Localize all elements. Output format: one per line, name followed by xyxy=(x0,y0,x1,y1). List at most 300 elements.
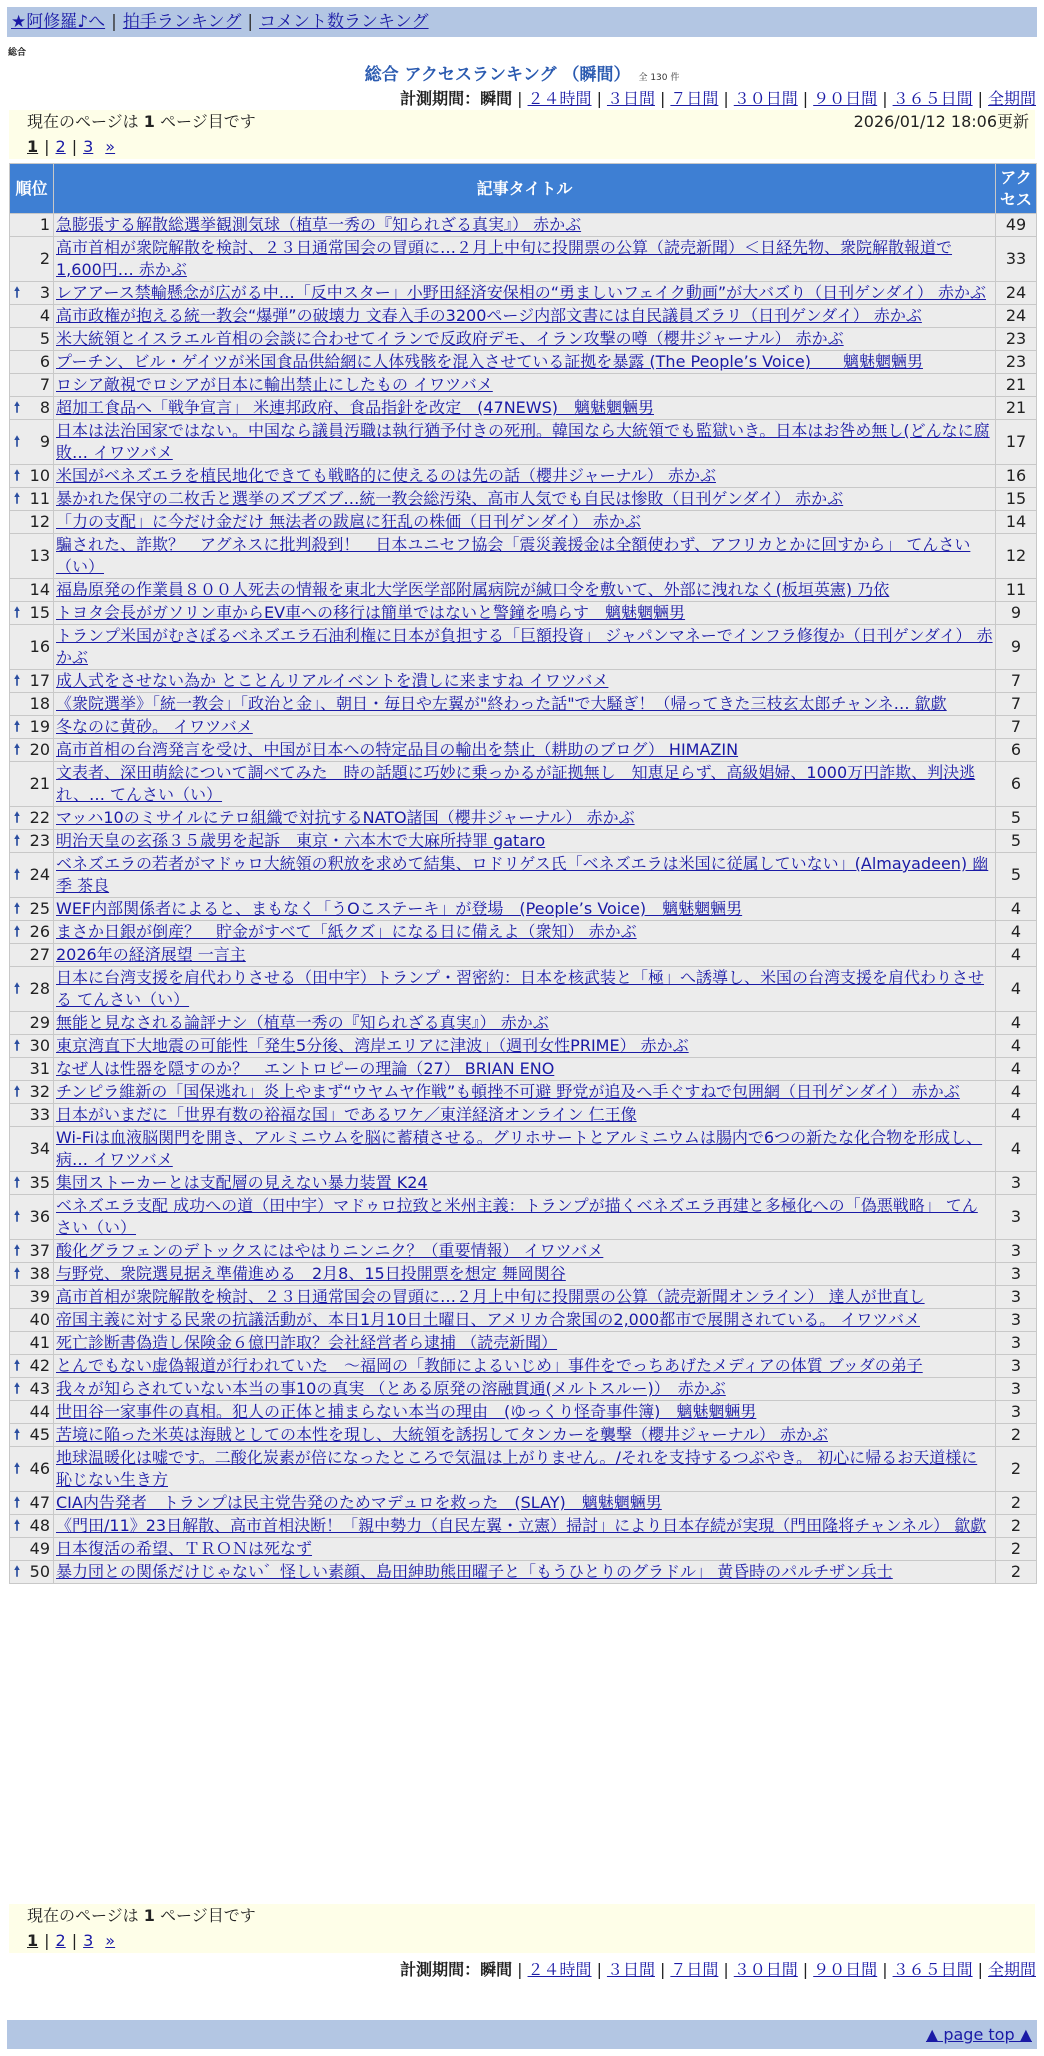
period-current: 瞬間 xyxy=(480,89,513,108)
pager-status-row xyxy=(9,110,1035,134)
pager-page-link[interactable]: 3 xyxy=(83,1931,94,1950)
article-title-link[interactable]: 急膨張する解散総選挙観測気球（植草一秀の『知られざる真実』） 赤かぶ xyxy=(56,215,582,234)
article-title-link[interactable]: 苦境に陥った米英は海賊としての本性を現し、大統領を誘拐してタンカーを襲撃（櫻井ジャーナル） 赤かぶ xyxy=(56,1425,828,1444)
period-separator: | xyxy=(723,1960,729,1979)
rank-cell xyxy=(10,488,54,511)
article-title-link[interactable]: ロシア敵視でロシアが日本に輸出禁止にしたもの イワツバメ xyxy=(56,375,493,394)
access-count: 21 xyxy=(996,397,1037,420)
rank-cell xyxy=(10,921,54,944)
period-selector-top xyxy=(400,86,1036,109)
rank-number: 50 xyxy=(29,1562,50,1581)
article-title-link[interactable]: 《門田/11》23日解散、高市首相決断！「親中勢力（自民左翼・立憲）掃討」により日本存続が実現（門田隆将チャンネル） 歙歔 xyxy=(56,1516,987,1535)
arrow-up-icon: 🠕 xyxy=(14,924,21,940)
access-count: 6 xyxy=(996,762,1037,807)
rank-number: 3 xyxy=(39,283,50,302)
access-count: 5 xyxy=(996,853,1037,898)
article-title-link[interactable]: 福島原発の作業員８００人死去の情報を東北大学医学部附属病院が緘口令を敷いて、外部に洩れなく(板垣英憲) 乃依 xyxy=(56,580,890,599)
title-cell xyxy=(54,739,996,762)
period-separator: | xyxy=(802,1960,809,1979)
access-count: 7 xyxy=(996,670,1037,693)
title-cell xyxy=(54,762,996,807)
article-title-link[interactable]: なぜ人は性器を隠すのか？ エントロピーの理論（27） BRIAN ENO xyxy=(56,1059,555,1078)
table-row xyxy=(10,670,1037,693)
access-count: 6 xyxy=(996,739,1037,762)
access-count: 9 xyxy=(996,625,1037,670)
rank-cell xyxy=(10,762,54,807)
period-separator: | xyxy=(659,1960,666,1979)
access-count: 5 xyxy=(996,830,1037,853)
rank-cell xyxy=(10,693,54,716)
access-count: 4 xyxy=(996,1058,1037,1081)
rank-cell xyxy=(10,214,54,237)
article-title-link[interactable]: 高市首相が衆院解散を検討、２３日通常国会の冒頭に…２月上中旬に投開票の公算（読売新聞）＜日経先物、衆院解散報道で1,600円… 赤かぶ xyxy=(56,238,953,279)
pager-status-text: ページ目です xyxy=(154,112,256,131)
rank-number: 47 xyxy=(29,1493,50,1512)
title-cell xyxy=(54,1240,996,1263)
rank-number: 19 xyxy=(29,717,50,736)
title-cell xyxy=(54,1104,996,1127)
rank-number: 39 xyxy=(29,1287,50,1306)
article-title-link[interactable]: 暴かれた保守の二枚舌と選挙のズブズブ…統一教会総汚染、高市人気でも自民は惨敗（日刊ゲンダイ） 赤かぶ xyxy=(56,489,844,508)
rank-cell xyxy=(10,374,54,397)
access-count: 4 xyxy=(996,1127,1037,1172)
rank-number: 13 xyxy=(29,546,50,565)
title-cell xyxy=(54,282,996,305)
period-option-link[interactable]: ３６５日間 xyxy=(892,89,973,108)
table-row xyxy=(10,1263,1037,1286)
table-row xyxy=(10,1355,1037,1378)
rank-cell xyxy=(10,967,54,1012)
article-title-link[interactable]: まさか日銀が倒産？ 貯金がすべて「紙クズ」になる日に備えよ（衆知） 赤かぶ xyxy=(56,922,637,941)
article-title-link[interactable]: 日本がいまだに「世界有数の裕福な国」であるワケ／東洋経済オンライン 仁王像 xyxy=(56,1105,637,1124)
rank-number: 32 xyxy=(29,1082,50,1101)
period-separator: | xyxy=(596,89,602,108)
arrow-up-icon: 🠕 xyxy=(14,400,21,416)
arrow-up-icon: 🠕 xyxy=(14,468,21,484)
access-count: 21 xyxy=(996,374,1037,397)
article-title-link[interactable]: 米大統領とイスラエル首相の会談に合わせてイランで反政府デモ、イラン攻撃の噂（櫻井ジャーナル） 赤かぶ xyxy=(56,329,844,348)
arrow-up-icon: 🠕 xyxy=(14,810,21,826)
rank-cell xyxy=(10,1538,54,1561)
arrow-up-icon: 🠕 xyxy=(14,833,21,849)
access-count: 11 xyxy=(996,579,1037,602)
table-row xyxy=(10,1286,1037,1309)
page-title-row xyxy=(0,60,1044,85)
rank-number: 48 xyxy=(29,1516,50,1535)
arrow-up-icon: 🠕 xyxy=(14,605,21,621)
rank-number: 37 xyxy=(29,1241,50,1260)
access-count: 4 xyxy=(996,1012,1037,1035)
rank-number: 14 xyxy=(29,580,50,599)
access-count: 14 xyxy=(996,511,1037,534)
rank-number: 1 xyxy=(39,215,50,234)
title-cell xyxy=(54,1035,996,1058)
article-title-link[interactable]: ベネズエラの若者がマドゥロ大統領の釈放を求めて結集、ロドリゲス氏「ベネズエラは米国に従属していない」(Almayadeen) 幽季 茶良 xyxy=(56,854,989,895)
period-separator: | xyxy=(977,1960,983,1979)
period-current: 瞬間 xyxy=(480,1960,513,1979)
access-count: 7 xyxy=(996,716,1037,739)
pager-page-link[interactable]: 3 xyxy=(83,137,94,156)
table-row xyxy=(10,1104,1037,1127)
table-header-row xyxy=(10,164,1037,214)
article-title-link[interactable]: 酸化グラフェンのデトックスにはやはりニンニク？（重要情報） イワツバメ xyxy=(56,1241,604,1260)
updated-timestamp: 2026/01/12 18:06更新 xyxy=(853,112,1029,131)
rank-number: 24 xyxy=(29,865,50,884)
rank-cell xyxy=(10,739,54,762)
pager-page-link[interactable]: 2 xyxy=(55,1931,66,1950)
arrow-up-icon: 🠕 xyxy=(14,1461,21,1477)
rank-number: 29 xyxy=(29,1013,50,1032)
rank-number: 8 xyxy=(39,398,50,417)
arrow-up-icon: 🠕 xyxy=(14,1381,21,1397)
article-title-link[interactable]: 死亡診断書偽造し保険金６億円詐取？会社経営者ら逮捕 （読売新聞） xyxy=(56,1333,558,1352)
arrow-up-icon: 🠕 xyxy=(14,1518,21,1534)
header-title: 記事タイトル xyxy=(54,164,996,214)
title-cell xyxy=(54,807,996,830)
table-row xyxy=(10,853,1037,898)
period-option-link[interactable]: ２４時間 xyxy=(527,1960,592,1979)
period-option-link[interactable]: ３０日間 xyxy=(733,1960,798,1979)
access-count: 3 xyxy=(996,1309,1037,1332)
arrow-up-icon: 🠕 xyxy=(14,1495,21,1511)
access-count: 3 xyxy=(996,1172,1037,1195)
arrow-up-icon: 🠕 xyxy=(14,1038,21,1054)
table-row xyxy=(10,579,1037,602)
table-row xyxy=(10,1561,1037,1584)
article-title-link[interactable]: 高市政権が抱える統一教会“爆弾”の破壊力 文春入手の3200ページ内部文書には自民議員ズラリ（日刊ゲンダイ） 赤かぶ xyxy=(56,306,922,325)
table-row xyxy=(10,921,1037,944)
article-title-link[interactable]: 高市首相の台湾発言を受け、中国が日本への特定品目の輸出を禁止（耕助のブログ） HIMAZIN xyxy=(56,740,739,759)
arrow-up-icon: 🠕 xyxy=(14,1564,21,1580)
period-separator: | xyxy=(517,1960,523,1979)
article-title-link[interactable]: 騙された、詐欺？ アグネスに批判殺到！ 日本ユニセフ協会「震災義援金は全額使わず、アフリカとかに回すから」 てんさい（い） xyxy=(56,535,971,576)
table-row xyxy=(10,1492,1037,1515)
rank-cell xyxy=(10,625,54,670)
rank-cell xyxy=(10,1332,54,1355)
table-row xyxy=(10,1538,1037,1561)
pager-current-number: 1 xyxy=(143,1906,155,1925)
table-row xyxy=(10,602,1037,625)
article-title-link[interactable]: 暴力団との関係だけじゃない゛怪しい素顔、島田紳助熊田曜子と「もうひとりのグラドル」 黄昏時のパルチザン兵士 xyxy=(56,1562,893,1581)
period-separator: | xyxy=(882,1960,888,1979)
table-row xyxy=(10,1127,1037,1172)
period-option-link[interactable]: ７日間 xyxy=(670,89,719,108)
table-row xyxy=(10,1035,1037,1058)
title-cell xyxy=(54,351,996,374)
rank-number: 17 xyxy=(29,671,50,690)
period-option-link[interactable]: ３日間 xyxy=(606,1960,655,1979)
rank-cell xyxy=(10,511,54,534)
table-row xyxy=(10,1081,1037,1104)
article-title-link[interactable]: 無能と見なされる論評ナシ（植草一秀の『知られざる真実』） 赤かぶ xyxy=(56,1013,549,1032)
table-row xyxy=(10,1515,1037,1538)
rank-number: 6 xyxy=(39,352,50,371)
article-title-link[interactable]: 地球温暖化は嘘です。二酸化炭素が倍になったところで気温は上がりません。/それを支持するつぶやき。 初心に帰るお天道様に恥じない生き方 xyxy=(56,1448,978,1489)
article-title-link[interactable]: チンピラ維新の「国保逃れ」炎上やまず“ウヤムヤ作戦”も頓挫不可避 野党が追及へ手ぐすねで包囲網（日刊ゲンダイ） 赤かぶ xyxy=(56,1082,960,1101)
access-count: 2 xyxy=(996,1424,1037,1447)
rank-cell xyxy=(10,1561,54,1584)
page-top-link[interactable]: ▲ page top ▲ xyxy=(925,2025,1032,2044)
table-row xyxy=(10,944,1037,967)
rank-number: 34 xyxy=(29,1139,50,1158)
title-cell xyxy=(54,716,996,739)
table-row xyxy=(10,534,1037,579)
table-row xyxy=(10,465,1037,488)
rank-number: 22 xyxy=(29,808,50,827)
arrow-up-icon: 🠕 xyxy=(14,867,21,883)
rank-cell xyxy=(10,1081,54,1104)
title-cell xyxy=(54,1424,996,1447)
rank-number: 45 xyxy=(29,1425,50,1444)
ranking-table xyxy=(9,163,1037,1584)
table-row xyxy=(10,1332,1037,1355)
rank-cell xyxy=(10,1447,54,1492)
title-cell xyxy=(54,534,996,579)
access-count: 3 xyxy=(996,1378,1037,1401)
rank-cell xyxy=(10,1104,54,1127)
arrow-up-icon: 🠕 xyxy=(14,1427,21,1443)
rank-cell xyxy=(10,716,54,739)
article-title-link[interactable]: 帝国主義に対する民衆の抗議活動が、本日1月10日土曜日、アメリカ合衆国の2,000都市で展開されている。 イワツバメ xyxy=(56,1310,920,1329)
rank-number: 7 xyxy=(39,375,50,394)
period-option-link[interactable]: ３０日間 xyxy=(733,89,798,108)
access-count: 4 xyxy=(996,1081,1037,1104)
article-title-link[interactable]: 与野党、衆院選見据え準備進める 2月8、15日投開票を想定 舞岡関谷 xyxy=(56,1264,566,1283)
access-count: 3 xyxy=(996,1195,1037,1240)
table-row xyxy=(10,898,1037,921)
table-row xyxy=(10,305,1037,328)
bottom-bar xyxy=(7,2020,1037,2049)
rank-cell xyxy=(10,1286,54,1309)
period-option-link[interactable]: 全期間 xyxy=(987,1960,1036,1979)
title-cell xyxy=(54,1309,996,1332)
rank-number: 49 xyxy=(29,1539,50,1558)
pager-links-row xyxy=(9,1928,1035,1953)
arrow-up-icon: 🠕 xyxy=(14,1175,21,1191)
pager-page-link[interactable]: 2 xyxy=(55,137,66,156)
arrow-up-icon: 🠕 xyxy=(14,1209,21,1225)
table-row xyxy=(10,237,1037,282)
article-title-link[interactable]: Wi-Fiは血液脳関門を開き、アルミニウムを脳に蓄積させる。グリホサートとアルミニウムは腸内で6つの新たな化合物を形成し、病… イワツバメ xyxy=(56,1128,983,1169)
ranking-body xyxy=(10,214,1037,1584)
pager-next-link[interactable]: » xyxy=(105,1931,116,1950)
pager-status-row xyxy=(9,1904,1035,1928)
table-row xyxy=(10,739,1037,762)
rank-number: 36 xyxy=(29,1207,50,1226)
period-option-link[interactable]: ９０日間 xyxy=(813,89,878,108)
title-cell xyxy=(54,830,996,853)
title-cell xyxy=(54,693,996,716)
rank-number: 43 xyxy=(29,1379,50,1398)
total-count: 全 130 件 xyxy=(638,73,680,83)
table-row xyxy=(10,1424,1037,1447)
article-title-link[interactable]: レアアース禁輸懸念が広がる中…「反中スター」小野田経済安保相の“勇ましいフェイク動画”が大バズり（日刊ゲンダイ） 赤かぶ xyxy=(56,283,986,302)
pager-current-page: 1 xyxy=(27,1931,39,1950)
period-separator: | xyxy=(596,1960,602,1979)
period-option-link[interactable]: ７日間 xyxy=(670,1960,719,1979)
table-row xyxy=(10,214,1037,237)
rank-number: 28 xyxy=(29,979,50,998)
title-cell xyxy=(54,898,996,921)
article-title-link[interactable]: 2026年の経済展望 一言主 xyxy=(56,945,246,964)
arrow-up-icon: 🠕 xyxy=(14,434,21,450)
article-title-link[interactable]: マッハ10のミサイルにテロ組織で対抗するNATO諸国（櫻井ジャーナル） 赤かぶ xyxy=(56,808,635,827)
rank-cell xyxy=(10,351,54,374)
pager-separator: | xyxy=(71,137,78,156)
title-cell xyxy=(54,579,996,602)
pager-bottom xyxy=(9,1904,1035,1953)
pager-current-page: 1 xyxy=(27,137,39,156)
title-cell xyxy=(54,1058,996,1081)
header-rank: 順位 xyxy=(10,164,54,214)
pager-separator: | xyxy=(44,1931,50,1950)
article-title-link[interactable]: 集団ストーカーとは支配層の見えない暴力装置 K24 xyxy=(56,1173,428,1192)
period-option-link[interactable]: ３６５日間 xyxy=(892,1960,973,1979)
top-nav-bar xyxy=(7,7,1037,37)
article-title-link[interactable]: とんでもない虚偽報道が行われていた ～福岡の「教師によるいじめ」事件をでっちあげたメディアの体質 ブッダの弟子 xyxy=(56,1356,923,1375)
article-title-link[interactable]: 超加工食品へ「戦争宣言」 米連邦政府、食品指針を改定 (47NEWS) 魑魅魍魎男 xyxy=(56,398,654,417)
period-separator: | xyxy=(802,89,809,108)
access-count: 5 xyxy=(996,807,1037,830)
access-count: 3 xyxy=(996,1263,1037,1286)
title-cell xyxy=(54,670,996,693)
rank-number: 40 xyxy=(29,1310,50,1329)
title-cell xyxy=(54,1172,996,1195)
rank-cell xyxy=(10,420,54,465)
rank-number: 44 xyxy=(29,1402,50,1421)
rank-number: 30 xyxy=(29,1036,50,1055)
access-count: 4 xyxy=(996,967,1037,1012)
arrow-up-icon: 🠕 xyxy=(14,719,21,735)
article-title-link[interactable]: 明治天皇の玄孫３５歳男を起訴 東京・六本木で大麻所持罪 gataro xyxy=(56,831,546,850)
period-option-link[interactable]: 全期間 xyxy=(987,89,1036,108)
table-row xyxy=(10,1401,1037,1424)
pager-status-text: 現在のページは xyxy=(27,1906,144,1925)
rank-number: 27 xyxy=(29,945,50,964)
pager-top xyxy=(9,110,1035,159)
rank-number: 38 xyxy=(29,1264,50,1283)
period-option-link[interactable]: ２４時間 xyxy=(527,89,592,108)
table-row xyxy=(10,282,1037,305)
article-title-link[interactable]: 我々が知らされていない本当の事10の真実 （とある原発の溶融貫通(メルトスルー)） 赤かぶ xyxy=(56,1379,726,1398)
rank-number: 26 xyxy=(29,922,50,941)
table-row xyxy=(10,830,1037,853)
access-count: 3 xyxy=(996,1240,1037,1263)
title-cell xyxy=(54,853,996,898)
rank-number: 25 xyxy=(29,899,50,918)
title-cell xyxy=(54,328,996,351)
rank-cell xyxy=(10,670,54,693)
rank-number: 21 xyxy=(29,774,50,793)
access-count: 49 xyxy=(996,214,1037,237)
access-count: 3 xyxy=(996,1355,1037,1378)
table-row xyxy=(10,397,1037,420)
rank-number: 12 xyxy=(29,512,50,531)
period-option-link[interactable]: ９０日間 xyxy=(813,1960,878,1979)
rank-number: 4 xyxy=(39,306,50,325)
article-title-link[interactable]: 高市首相が衆院解散を検討、２３日通常国会の冒頭に…２月上中旬に投開票の公算（読売新聞オンライン） 達人が世直し xyxy=(56,1287,925,1306)
title-cell xyxy=(54,1286,996,1309)
article-title-link[interactable]: 「力の支配」に今だけ金だけ 無法者の跋扈に狂乱の株価（日刊ゲンダイ） 赤かぶ xyxy=(56,512,641,531)
access-count: 2 xyxy=(996,1538,1037,1561)
article-title-link[interactable]: 世田谷一家事件の真相。犯人の正体と捕まらない本当の理由 (ゆっくり怪奇事件簿) 魑魅魍魎男 xyxy=(56,1402,757,1421)
title-cell xyxy=(54,1378,996,1401)
table-row xyxy=(10,693,1037,716)
access-count: 33 xyxy=(996,237,1037,282)
article-title-link[interactable]: 米国がベネズエラを植民地化できても戦略的に使えるのは先の話（櫻井ジャーナル） 赤かぶ xyxy=(56,466,716,485)
article-title-link[interactable]: CIA内告発者 トランプは民主党告発のためマデュロを救った (SLAY) 魑魅魍魎男 xyxy=(56,1493,662,1512)
pager-separator: | xyxy=(44,137,50,156)
table-row xyxy=(10,1378,1037,1401)
rank-cell xyxy=(10,1378,54,1401)
access-count: 4 xyxy=(996,898,1037,921)
title-cell xyxy=(54,1127,996,1172)
rank-cell xyxy=(10,328,54,351)
rank-number: 15 xyxy=(29,603,50,622)
title-cell xyxy=(54,1561,996,1584)
arrow-up-icon: 🠕 xyxy=(14,742,21,758)
article-title-link[interactable]: WEF内部関係者によると、まもなく「うOこステーキ」が登場 (People’s Voice) 魑魅魍魎男 xyxy=(56,899,743,918)
table-row xyxy=(10,374,1037,397)
article-title-link[interactable]: トランプ米国がむさぼるベネズエラ石油利権に日本が負担する「巨額投資」 ジャパンマネーでインフラ修復か（日刊ゲンダイ） 赤かぶ xyxy=(56,626,993,667)
title-cell xyxy=(54,1492,996,1515)
table-row xyxy=(10,762,1037,807)
access-count: 2 xyxy=(996,1492,1037,1515)
clap-ranking-link[interactable]: 拍手ランキング xyxy=(122,12,242,32)
access-count: 24 xyxy=(996,305,1037,328)
rank-number: 41 xyxy=(29,1333,50,1352)
comment-ranking-link[interactable]: コメント数ランキング xyxy=(259,12,429,32)
rank-cell xyxy=(10,1012,54,1035)
article-title-link[interactable]: 文表者、深田萌絵について調べてみた 時の話題に巧妙に乗っかるが証拠無し 知恵足らず、高級娼婦、1000万円詐欺、判決逃れ、… てんさい（い） xyxy=(56,763,976,804)
title-cell xyxy=(54,1515,996,1538)
title-cell xyxy=(54,465,996,488)
pager-next-link[interactable]: » xyxy=(105,137,116,156)
article-title-link[interactable]: 日本に台湾支援を肩代わりさせる（田中宇）トランプ・習密約：日本を核武装と「極」へ誘導し、米国の台湾支援を肩代わりさせる てんさい（い） xyxy=(56,968,985,1009)
rank-number: 2 xyxy=(39,249,50,268)
title-cell xyxy=(54,1447,996,1492)
title-cell xyxy=(54,944,996,967)
nav-separator: | xyxy=(247,12,254,32)
rank-cell xyxy=(10,1515,54,1538)
table-row xyxy=(10,1447,1037,1492)
rank-cell xyxy=(10,1309,54,1332)
article-title-link[interactable]: 東京湾直下大地震の可能性「発生5分後、湾岸エリアに津波」（週刊女性PRIME） 赤かぶ xyxy=(56,1036,689,1055)
title-cell xyxy=(54,967,996,1012)
article-title-link[interactable]: 日本復活の希望、ＴＲＯＮは死なず xyxy=(56,1539,313,1558)
nav-separator: | xyxy=(111,12,117,32)
article-title-link[interactable]: 《衆院選挙》「統一教会」「政治と金」、朝日・毎日や左翼が"終わった話"で大騒ぎ！（帰ってきた三枝玄太郎チャンネ… 歙歔 xyxy=(56,694,947,713)
access-count: 15 xyxy=(996,488,1037,511)
table-row xyxy=(10,1172,1037,1195)
article-title-link[interactable]: 日本は法治国家ではない。中国なら議員汚職は執行猶予付きの死刑。韓国なら大統領でも監獄いき。日本はお咎め無し(どんなに腐敗… イワツバメ xyxy=(56,421,990,462)
pager-links-row xyxy=(9,134,1035,159)
access-count: 2 xyxy=(996,1447,1037,1492)
title-cell xyxy=(54,397,996,420)
article-title-link[interactable]: ベネズエラ支配 成功への道（田中宇）マドゥロ拉致と米州主義：トランプが描くベネズエラ再建と多極化への「偽悪戦略」 てんさい（い） xyxy=(56,1196,978,1237)
period-option-link[interactable]: ３日間 xyxy=(606,89,655,108)
rank-cell xyxy=(10,534,54,579)
pager-separator: | xyxy=(71,1931,78,1950)
period-separator: | xyxy=(517,89,523,108)
rank-cell xyxy=(10,898,54,921)
article-title-link[interactable]: トヨタ会長がガソリン車からEV車への移行は簡単ではないと警鐘を鳴らす 魑魅魍魎男 xyxy=(56,603,686,622)
rank-cell xyxy=(10,1035,54,1058)
article-title-link[interactable]: 冬なのに黄砂。 イワツバメ xyxy=(56,717,253,736)
article-title-link[interactable]: 成人式をさせない為か とことんリアルイベントを潰しに来ますね イワツバメ xyxy=(56,671,609,690)
article-title-link[interactable]: プーチン、ビル・ゲイツが米国食品供給網に人体残骸を混入させている証拠を暴露 (The People’s Voice) 魑魅魍魎男 xyxy=(56,352,923,371)
home-link[interactable]: ★阿修羅♪へ xyxy=(11,12,106,32)
